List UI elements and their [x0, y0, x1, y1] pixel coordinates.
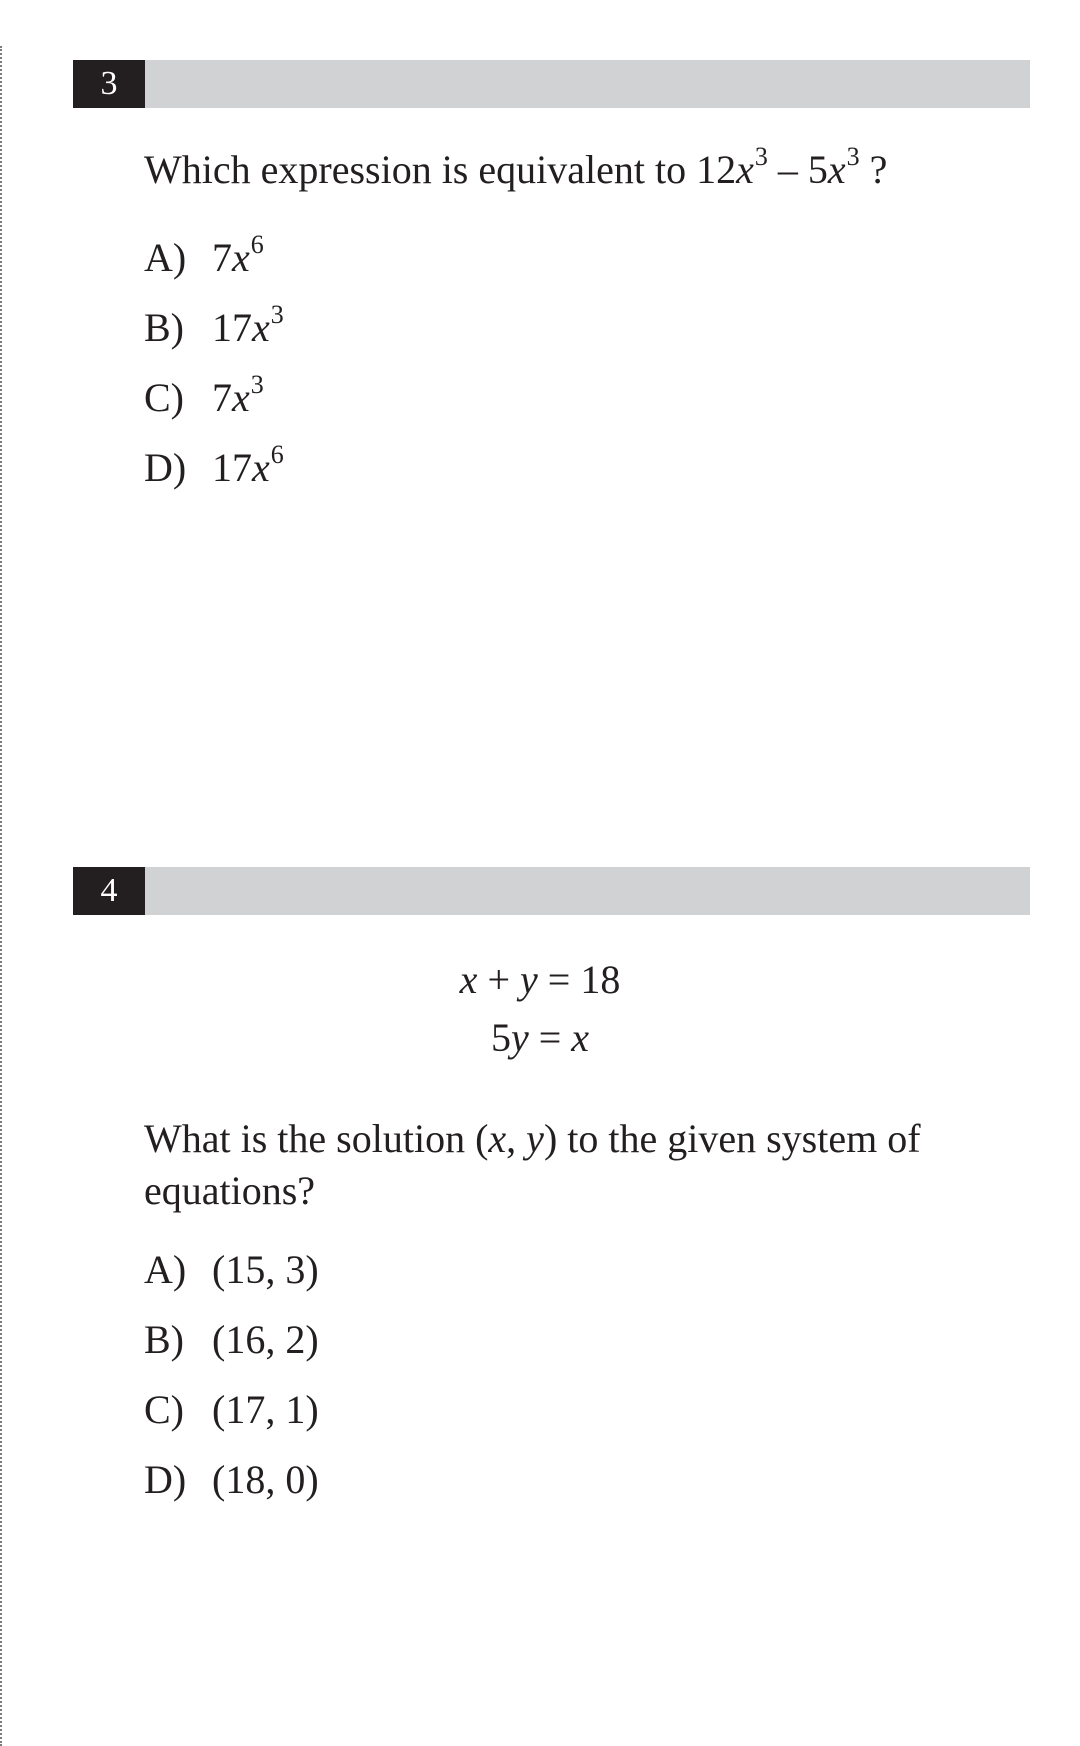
choice-exp: 3 [270, 300, 284, 329]
eq-rhs: 18 [580, 957, 621, 1002]
prompt-comma: , [506, 1116, 527, 1161]
system-equation-1 [0, 951, 1080, 1009]
expr-coef-2: 5 [807, 147, 828, 192]
eq-coef: 5 [490, 1015, 511, 1060]
choice-letter: B) [144, 1317, 184, 1362]
eq-var-x: x [571, 1015, 590, 1060]
choice-letter: D) [144, 1457, 187, 1502]
choice-coef: 17 [212, 445, 252, 490]
question-number: 3 [73, 60, 145, 108]
choice-letter: A) [144, 1247, 187, 1292]
choice-var: x [252, 305, 270, 350]
choice-expression [212, 230, 264, 280]
expr-var-2: x [827, 147, 846, 192]
question-4-prompt-line-2: equations? [144, 1168, 316, 1213]
question-4-choice-d[interactable] [144, 1455, 319, 1505]
choice-var: x [232, 235, 250, 280]
eq-equals: = [538, 1015, 562, 1060]
eq-var-x: x [459, 957, 478, 1002]
eq-equals: = [547, 957, 571, 1002]
choice-letter: D) [144, 445, 187, 490]
choice-value: (18, 0) [212, 1457, 319, 1502]
choice-expression [212, 440, 284, 490]
expr-coef-1: 12 [696, 147, 737, 192]
eq-var-y: y [510, 1015, 529, 1060]
question-3-choice-a[interactable] [144, 230, 264, 288]
question-4-choice-b[interactable] [144, 1315, 319, 1365]
choice-letter: B) [144, 305, 184, 350]
choice-exp: 3 [250, 370, 264, 399]
prompt-text: What is the solution ( [144, 1116, 489, 1161]
prompt-var-y: y [526, 1116, 544, 1161]
system-equation-2 [0, 1009, 1080, 1067]
question-3-prompt [144, 144, 887, 201]
choice-var: x [252, 445, 270, 490]
margin-dotted-rule [0, 46, 2, 1746]
eq-plus: + [487, 957, 510, 1002]
choice-value: (16, 2) [212, 1317, 319, 1362]
choice-coef: 7 [212, 235, 232, 280]
prompt-text: ) to the given system of [543, 1116, 921, 1161]
choice-expression [212, 300, 284, 350]
question-4-choice-a[interactable] [144, 1245, 319, 1295]
prompt-expression [696, 142, 860, 192]
expr-var-1: x [736, 147, 754, 192]
expr-exp-1: 3 [754, 142, 768, 171]
choice-value: (17, 1) [212, 1387, 319, 1432]
question-4-prompt-line-1 [144, 1113, 921, 1165]
question-3-choice-b[interactable] [144, 300, 284, 358]
expr-operator: – [767, 147, 808, 192]
choice-var: x [232, 375, 250, 420]
choice-expression [212, 370, 264, 420]
choice-letter: C) [144, 1387, 184, 1432]
choice-letter: A) [144, 235, 187, 280]
choice-coef: 7 [212, 375, 232, 420]
question-number: 4 [73, 867, 145, 915]
question-3-header-bar [73, 60, 1030, 108]
choice-value: (15, 3) [212, 1247, 319, 1292]
question-4-header-bar [73, 867, 1030, 915]
choice-exp: 6 [250, 230, 264, 259]
expr-exp-2: 3 [846, 142, 860, 171]
question-4-choice-c[interactable] [144, 1385, 319, 1435]
choice-letter: C) [144, 375, 184, 420]
eq-var-y: y [520, 957, 538, 1002]
question-3-choice-d[interactable] [144, 440, 284, 498]
prompt-text: Which expression is equivalent to [144, 147, 697, 192]
prompt-suffix: ? [859, 147, 888, 192]
choice-coef: 17 [212, 305, 252, 350]
choice-exp: 6 [270, 440, 284, 469]
question-3-choice-c[interactable] [144, 370, 264, 428]
prompt-var-x: x [488, 1116, 507, 1161]
